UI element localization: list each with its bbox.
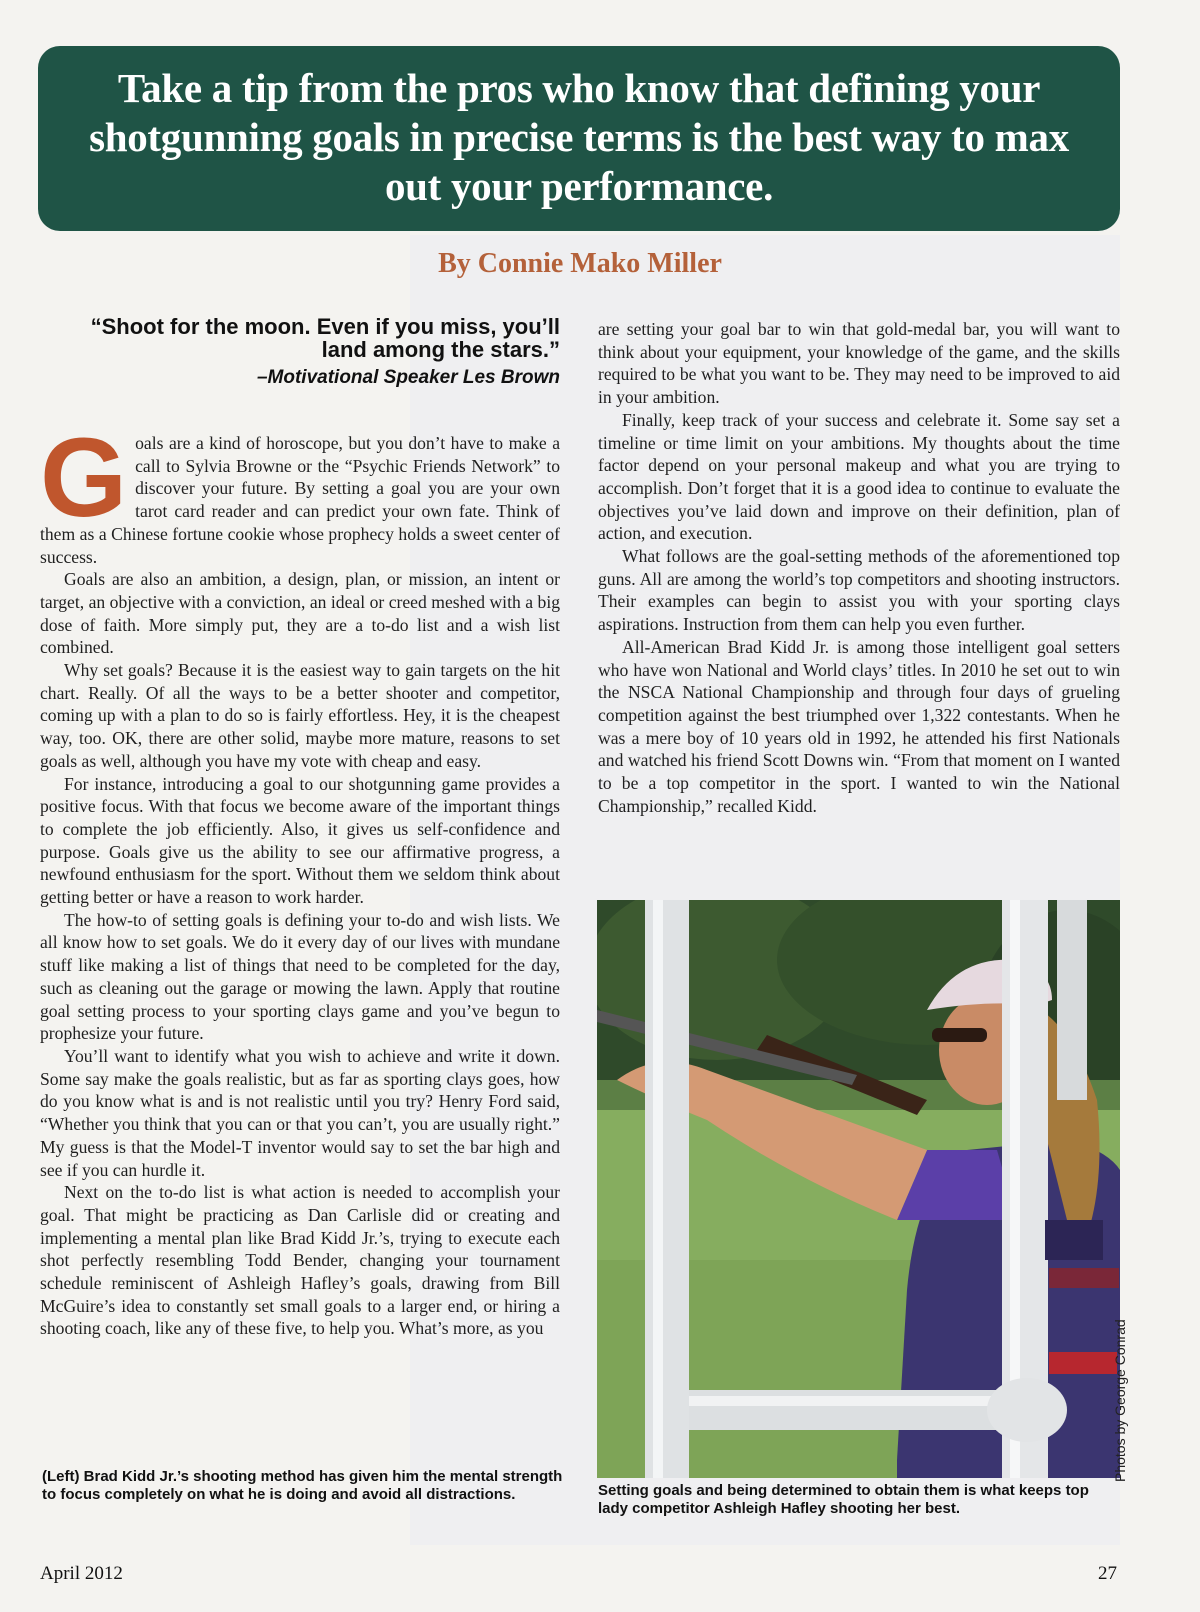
pull-quote (40, 315, 560, 389)
article-paragraph: are setting your goal bar to win that gold-medal bar, you will want to think about your equipment, your knowledge of the game, and the skills required to be what you want to be. They may need to be improved to aid in your ambition. (598, 319, 1120, 408)
caption-left: (Left) Brad Kidd Jr.’s shooting method has given him the mental strength to focus completely on what he is doing and avoid all distractions. (42, 1468, 563, 1503)
drop-cap: G (40, 415, 128, 540)
article-paragraph: You’ll want to identify what you wish to achieve and write it down. Some say make the goals realistic, but as far as sporting clays goes, how do you know what is and is not realistic until you try? Henry Ford said, “Whether you think that you can or that you can’t, you are usually right.” My guess is that the Model-T inventor would say to set the bar high and see if you can hurdle it. (40, 1045, 560, 1180)
shooter-photo (597, 900, 1120, 1478)
quote-text: “Shoot for the moon. Even if you miss, you’ll land among the stars.” (90, 314, 560, 362)
article-paragraph: The how-to of setting goals is defining your to-do and wish lists. We all know how to set goals. We do it every day of our lives with mundane stuff like making a list of things that need to be completed for the day, such as cleaning out the garage or mowing the lawn. Apply that routine goal setting process to your sporting clays game and you’ve begun to prophesize your future. (40, 909, 560, 1044)
headline: Take a tip from the pros who know that defining your shotgunning goals in precise terms is the best way to max out your performance. (89, 65, 1069, 209)
article-column-left (40, 415, 560, 1340)
article-paragraph: What follows are the goal-setting methods of the aforementioned top guns. All are among the world’s top competitors and shooting instructors. Their examples can begin to assist you with your sporting clays aspirations. Instruction from them can help you even further. (598, 546, 1120, 635)
photo-illustration (597, 900, 1120, 1478)
article-paragraph (40, 415, 560, 568)
article-paragraph: For instance, introducing a goal to our shotgunning game provides a positive focus. With that focus we become aware of the important things to complete the job efficiently. Also, it gives us self-confidence and purpose. Goals give us the ability to see our affirmative progress, a newfound enthusiasm for the sport. Without them we seldom think about getting better or have a reason to work harder. (40, 773, 560, 908)
article-paragraph: Why set goals? Because it is the easiest way to gain targets on the hit chart. Really. Of all the ways to be a better shooter and competitor, coming up with a plan to do so is fairly effortless. Hey, it is the cheapest way, too. OK, there are other solid, maybe more mature, reasons to set goals as well, although you have my vote with cheap and easy. (40, 660, 560, 771)
article-column-right (598, 318, 1120, 817)
footer-date: April 2012 (40, 1563, 123, 1584)
paragraph-text: oals are a kind of horoscope, but you don’t have to make a call to Sylvia Browne or the “Psychic Friends Network” to discover your future. By setting a goal you are your own tarot card reader and can predict your own fate. Think of them as a Chinese fortune cookie whose prophecy holds a sweet center of success. (40, 433, 560, 567)
headline-banner (38, 46, 1120, 231)
article-paragraph: All-American Brad Kidd Jr. is among those intelligent goal setters who have won National and World clays’ titles. In 2010 he set out to win the NSCA National Championship and through four days of grueling competition against the best triumphed over 1,322 contestants. When he was a mere boy of 10 years old in 1992, he attended his first Nationals and watched his friend Scott Downs win. “From that moment on I wanted to be a top competitor in the sport. I wanted to win the National Championship,” recalled Kidd. (598, 636, 1120, 816)
byline: By Connie Mako Miller (438, 248, 722, 279)
article-paragraph: Finally, keep track of your success and celebrate it. Some say set a timeline or time limit on your ambitions. My thoughts about the time factor depend on your personal makeup and what you are trying to accomplish. Don’t forget that it is a good idea to continue to evaluate the objectives you’ve laid down and improve on their definition, plan of action, and execution. (598, 409, 1120, 544)
article-paragraph: Next on the to-do list is what action is needed to accomplish your goal. That might be practicing as Dan Carlisle did or creating and implementing a mental plan like Brad Kidd Jr.’s, trying to execute each shot perfectly resembling Todd Bender, changing your tournament schedule reminiscent of Ashleigh Hafley’s goals, drawing from Bill McGuire’s idea to constantly set small goals to a larger end, or hiring a shooting coach, like any of these five, to help you. What’s more, as you (40, 1182, 560, 1339)
page-number: 27 (1098, 1563, 1117, 1584)
photo-credit: Photos by George Conrad (1112, 1319, 1128, 1482)
quote-attribution: –Motivational Speaker Les Brown (256, 367, 560, 388)
caption-right: Setting goals and being determined to obtain them is what keeps top lady competitor Ashleigh Hafley shooting her best. (598, 1482, 1089, 1517)
article-paragraph: Goals are also an ambition, a design, plan, or mission, an intent or target, an objective with a conviction, an ideal or creed meshed with a big dose of faith. More simply put, they are a to-do list and a wish list combined. (40, 569, 560, 658)
